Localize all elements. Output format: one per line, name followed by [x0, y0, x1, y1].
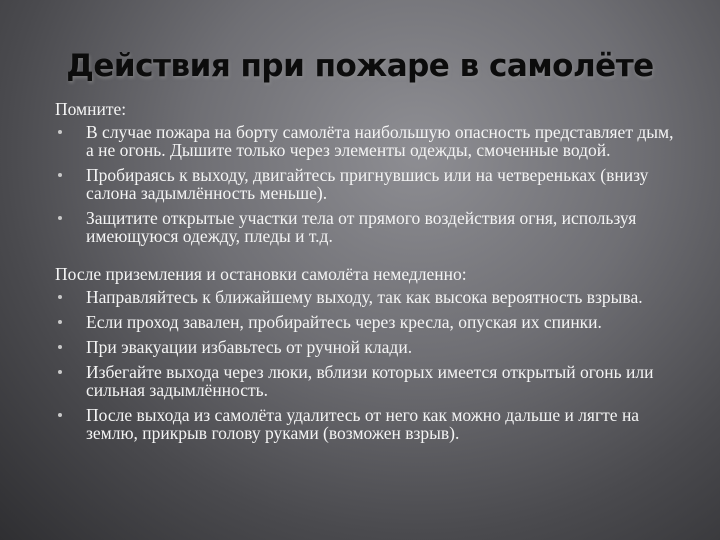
list-item [55, 123, 685, 159]
list-item-text: При эвакуации избавьтесь от ручной клади. [86, 337, 413, 357]
list-item-text: Если проход завален, пробирайтесь через кресла, опуская их спинки. [86, 312, 602, 332]
slide-content [55, 100, 685, 449]
list-item-text: После выхода из самолёта удалитесь от него как можно дальше и лягте на землю, прикрыв голову руками (возможен взрыв). [86, 405, 640, 443]
list-item-text: Направляйтесь к ближайшему выходу, так как высока вероятность взрыва. [86, 287, 643, 307]
list-item-text: Пробираясь к выходу, двигайтесь пригнувшись или на четвереньках (внизу салона задымлённость меньше). [86, 165, 649, 203]
bullet-icon [58, 130, 62, 134]
list-item [55, 209, 685, 245]
list-item [55, 288, 685, 306]
list-item [55, 406, 685, 442]
bullet-icon [58, 173, 62, 177]
section-intro-remember: Помните: [55, 99, 127, 119]
bullet-icon [58, 320, 62, 324]
list-item [55, 338, 685, 356]
list-item [55, 313, 685, 331]
bullet-icon [58, 345, 62, 349]
list-item [55, 363, 685, 399]
bullet-list-fire-actions [55, 123, 685, 245]
section-intro-after-landing: После приземления и остановки самолёта немедленно: [55, 264, 467, 284]
bullet-icon [58, 413, 62, 417]
slide-title: Действия при пожаре в самолёте [66, 48, 654, 84]
bullet-icon [58, 295, 62, 299]
list-item [55, 166, 685, 202]
bullet-icon [58, 216, 62, 220]
list-item-text: В случае пожара на борту самолёта наибольшую опасность представляет дым, а не огонь. Дышите только через элементы одежды, смоченные водой. [86, 122, 674, 160]
bullet-list-after-landing [55, 288, 685, 442]
bullet-icon [58, 370, 62, 374]
list-item-text: Избегайте выхода через люки, вблизи которых имеется открытый огонь или сильная задымлённость. [86, 362, 654, 400]
list-item-text: Защитите открытые участки тела от прямого воздействия огня, используя имеющуюся одежду, пледы и т.д. [86, 208, 637, 246]
